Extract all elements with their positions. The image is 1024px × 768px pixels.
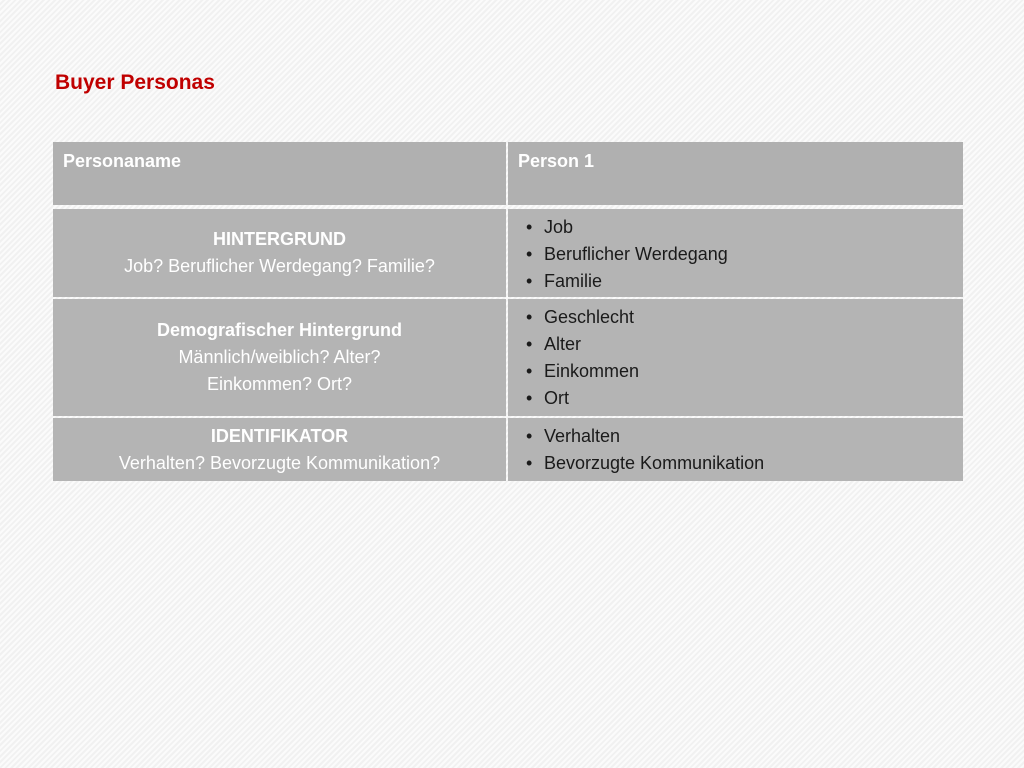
list-item	[520, 268, 953, 295]
list-item	[520, 304, 953, 331]
category-questions: Job? Beruflicher Werdegang? Familie?	[124, 256, 435, 276]
category-label: Demografischer Hintergrund	[156, 320, 403, 340]
category-questions: Männlich/weiblich? Alter?	[178, 347, 381, 367]
category-label: HINTERGRUND	[213, 229, 346, 249]
row-label-hintergrund	[53, 209, 506, 297]
category-questions: Verhalten? Bevorzugte Kommunikation?	[118, 453, 441, 473]
list-item-text: Alter	[544, 334, 582, 354]
table-row	[53, 418, 963, 481]
list-item-text: Einkommen	[544, 361, 640, 381]
list-item	[520, 241, 953, 268]
list-item-text: Beruflicher Werdegang	[544, 244, 728, 264]
list-item-text: Verhalten	[544, 426, 621, 446]
bullet-list	[508, 209, 963, 297]
bullet-icon: •	[526, 307, 533, 327]
table-row	[53, 209, 963, 297]
category-questions: Einkommen? Ort?	[206, 374, 353, 394]
bullet-list	[508, 418, 963, 481]
bullet-icon: •	[526, 244, 533, 264]
bullet-icon: •	[526, 334, 533, 354]
category-label: IDENTIFIKATOR	[210, 426, 349, 446]
list-item	[520, 385, 953, 412]
bullet-icon: •	[526, 361, 533, 381]
list-item-text: Bevorzugte Kommunikation	[544, 453, 765, 473]
list-item	[520, 450, 953, 477]
list-item-text: Geschlecht	[544, 307, 635, 327]
bullet-icon: •	[526, 271, 533, 291]
list-item-text: Ort	[544, 388, 569, 408]
row-label-identifikator	[53, 418, 506, 481]
slide-title: Buyer Personas	[55, 71, 215, 94]
list-item-text: Job	[544, 217, 574, 237]
list-item	[520, 214, 953, 241]
header-personaname: Personaname	[53, 142, 506, 205]
list-item	[520, 331, 953, 358]
row-label-demografischer-hintergrund	[53, 299, 506, 416]
header-person-1: Person 1	[508, 142, 963, 205]
bullet-icon: •	[526, 426, 533, 446]
table-header-row	[53, 142, 963, 205]
bullet-icon: •	[526, 453, 533, 473]
table-row	[53, 299, 963, 416]
bullet-list	[508, 299, 963, 416]
persona-table	[53, 142, 963, 481]
bullet-icon: •	[526, 217, 533, 237]
bullet-icon: •	[526, 388, 533, 408]
list-item	[520, 358, 953, 385]
list-item-text: Familie	[544, 271, 603, 291]
list-item	[520, 423, 953, 450]
